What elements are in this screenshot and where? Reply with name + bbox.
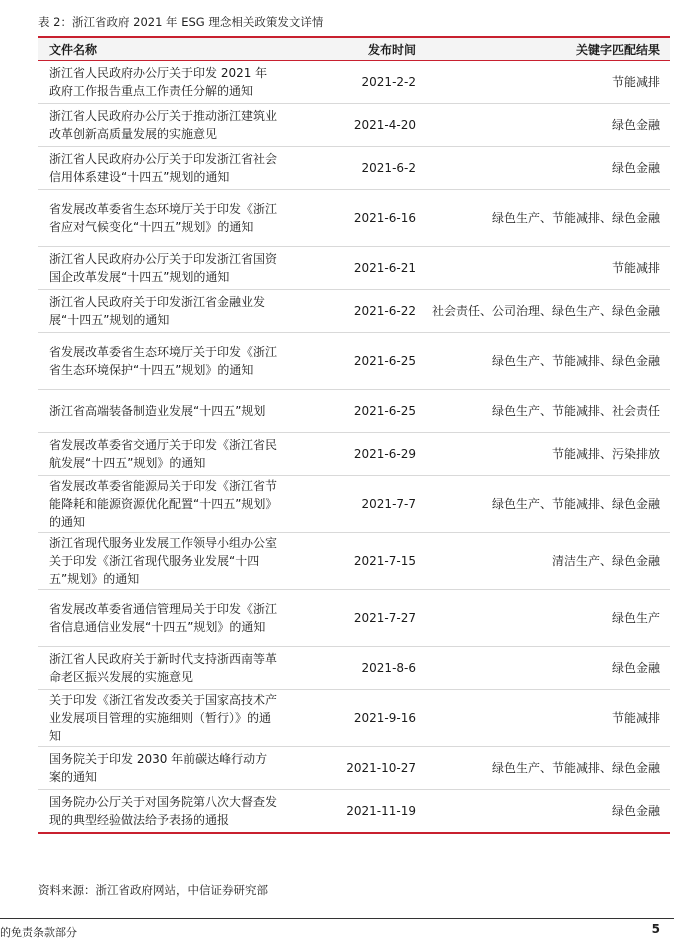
footer-divider bbox=[0, 918, 674, 919]
cell-file-name: 省发展改革委省通信管理局关于印发《浙江省信息通信业发展“十四五”规划》的通知 bbox=[49, 602, 278, 634]
policy-table bbox=[38, 36, 670, 834]
cell-file-name: 关于印发《浙江省发改委关于国家高技术产业发展项目管理的实施细则（暂行）》的通知 bbox=[49, 693, 278, 743]
cell-file-name: 浙江省人民政府办公厅关于印发 2021 年政府工作报告重点工作责任分解的通知 bbox=[49, 66, 268, 98]
cell-keyword-match: 绿色金融 bbox=[611, 118, 660, 132]
source-note: 资料来源：浙江省政府网站，中信证券研究部 bbox=[38, 883, 268, 897]
table-header-row bbox=[38, 38, 670, 61]
cell-file-name: 浙江省人民政府办公厅关于印发浙江省社会信用体系建设“十四五”规划的通知 bbox=[49, 152, 278, 184]
cell-keyword-match: 清洁生产、绿色金融 bbox=[551, 554, 660, 568]
cell-keyword-match: 绿色金融 bbox=[611, 661, 660, 675]
cell-keyword-match: 绿色生产、节能减排、社会责任 bbox=[491, 404, 660, 418]
cell-publish-date: 2021-6-21 bbox=[353, 261, 416, 275]
cell-file-name: 浙江省人民政府办公厅关于推动浙江建筑业改革创新高质量发展的实施意见 bbox=[49, 109, 278, 141]
table-row bbox=[38, 61, 670, 104]
cell-file-name: 浙江省人民政府办公厅关于印发浙江省国资国企改革发展“十四五”规划的通知 bbox=[49, 252, 278, 284]
cell-file-name: 浙江省现代服务业发展工作领导小组办公室关于印发《浙江省现代服务业发展“十四五”规划》的通知 bbox=[49, 536, 278, 586]
cell-keyword-match: 节能减排 bbox=[611, 261, 660, 275]
cell-keyword-match: 节能减排 bbox=[611, 711, 660, 725]
table-row bbox=[38, 747, 670, 790]
table-row bbox=[38, 690, 670, 747]
cell-file-name: 省发展改革委省能源局关于印发《浙江省节能降耗和能源资源优化配置“十四五”规划》的通知 bbox=[49, 479, 278, 529]
cell-publish-date: 2021-6-29 bbox=[353, 447, 416, 461]
table-row bbox=[38, 333, 670, 390]
table-row bbox=[38, 390, 670, 433]
cell-publish-date: 2021-10-27 bbox=[346, 761, 416, 775]
table-row bbox=[38, 147, 670, 190]
table-row bbox=[38, 647, 670, 690]
cell-publish-date: 2021-4-20 bbox=[353, 118, 416, 132]
cell-keyword-match: 社会责任、公司治理、绿色生产、绿色金融 bbox=[431, 304, 660, 318]
table-row bbox=[38, 190, 670, 247]
table-row bbox=[38, 476, 670, 533]
table-caption: 表 2：浙江省政府 2021 年 ESG 理念相关政策发文详情 bbox=[38, 15, 324, 29]
footer-disclaimer-text: 的免责条款部分 bbox=[0, 926, 77, 939]
cell-file-name: 浙江省高端装备制造业发展“十四五”规划 bbox=[49, 404, 266, 418]
cell-keyword-match: 绿色生产、节能减排、绿色金融 bbox=[491, 761, 660, 775]
cell-keyword-match: 绿色生产、节能减排、绿色金融 bbox=[491, 497, 660, 511]
cell-publish-date: 2021-7-7 bbox=[361, 497, 416, 511]
cell-keyword-match: 绿色生产、节能减排、绿色金融 bbox=[491, 211, 660, 225]
header-publish-date: 发布时间 bbox=[367, 42, 416, 57]
cell-file-name: 省发展改革委省交通厅关于印发《浙江省民航发展“十四五”规划》的通知 bbox=[49, 438, 278, 470]
table-row bbox=[38, 790, 670, 834]
cell-file-name: 浙江省人民政府关于印发浙江省金融业发展“十四五”规划的通知 bbox=[49, 295, 266, 327]
table-row bbox=[38, 533, 670, 590]
header-file-name: 文件名称 bbox=[49, 42, 98, 57]
cell-publish-date: 2021-11-19 bbox=[346, 804, 416, 818]
header-keyword-match: 关键字匹配结果 bbox=[575, 42, 660, 57]
cell-keyword-match: 节能减排 bbox=[611, 75, 660, 89]
page-number: 5 bbox=[651, 922, 660, 936]
table-row bbox=[38, 290, 670, 333]
table-row bbox=[38, 104, 670, 147]
cell-file-name: 浙江省人民政府关于新时代支持浙西南等革命老区振兴发展的实施意见 bbox=[49, 652, 278, 684]
cell-keyword-match: 绿色金融 bbox=[611, 161, 660, 175]
cell-keyword-match: 绿色生产、节能减排、绿色金融 bbox=[491, 354, 660, 368]
table-row bbox=[38, 590, 670, 647]
cell-publish-date: 2021-6-25 bbox=[353, 354, 416, 368]
cell-publish-date: 2021-6-16 bbox=[353, 211, 416, 225]
cell-publish-date: 2021-7-15 bbox=[353, 554, 416, 568]
cell-file-name: 省发展改革委省生态环境厅关于印发《浙江省应对气候变化“十四五”规划》的通知 bbox=[49, 202, 278, 234]
table-body bbox=[38, 61, 670, 834]
cell-publish-date: 2021-8-6 bbox=[361, 661, 416, 675]
cell-keyword-match: 节能减排、污染排放 bbox=[551, 447, 660, 461]
table-row bbox=[38, 433, 670, 476]
cell-publish-date: 2021-6-2 bbox=[361, 161, 416, 175]
table-row bbox=[38, 247, 670, 290]
cell-keyword-match: 绿色金融 bbox=[611, 804, 660, 818]
cell-publish-date: 2021-6-22 bbox=[353, 304, 416, 318]
cell-keyword-match: 绿色生产 bbox=[611, 611, 660, 625]
cell-file-name: 省发展改革委省生态环境厅关于印发《浙江省生态环境保护“十四五”规划》的通知 bbox=[49, 345, 278, 377]
cell-file-name: 国务院关于印发 2030 年前碳达峰行动方案的通知 bbox=[49, 752, 268, 784]
cell-publish-date: 2021-6-25 bbox=[353, 404, 416, 418]
cell-publish-date: 2021-7-27 bbox=[353, 611, 416, 625]
cell-file-name: 国务院办公厅关于对国务院第八次大督查发现的典型经验做法给予表扬的通报 bbox=[49, 795, 278, 827]
cell-publish-date: 2021-2-2 bbox=[361, 75, 416, 89]
cell-publish-date: 2021-9-16 bbox=[353, 711, 416, 725]
